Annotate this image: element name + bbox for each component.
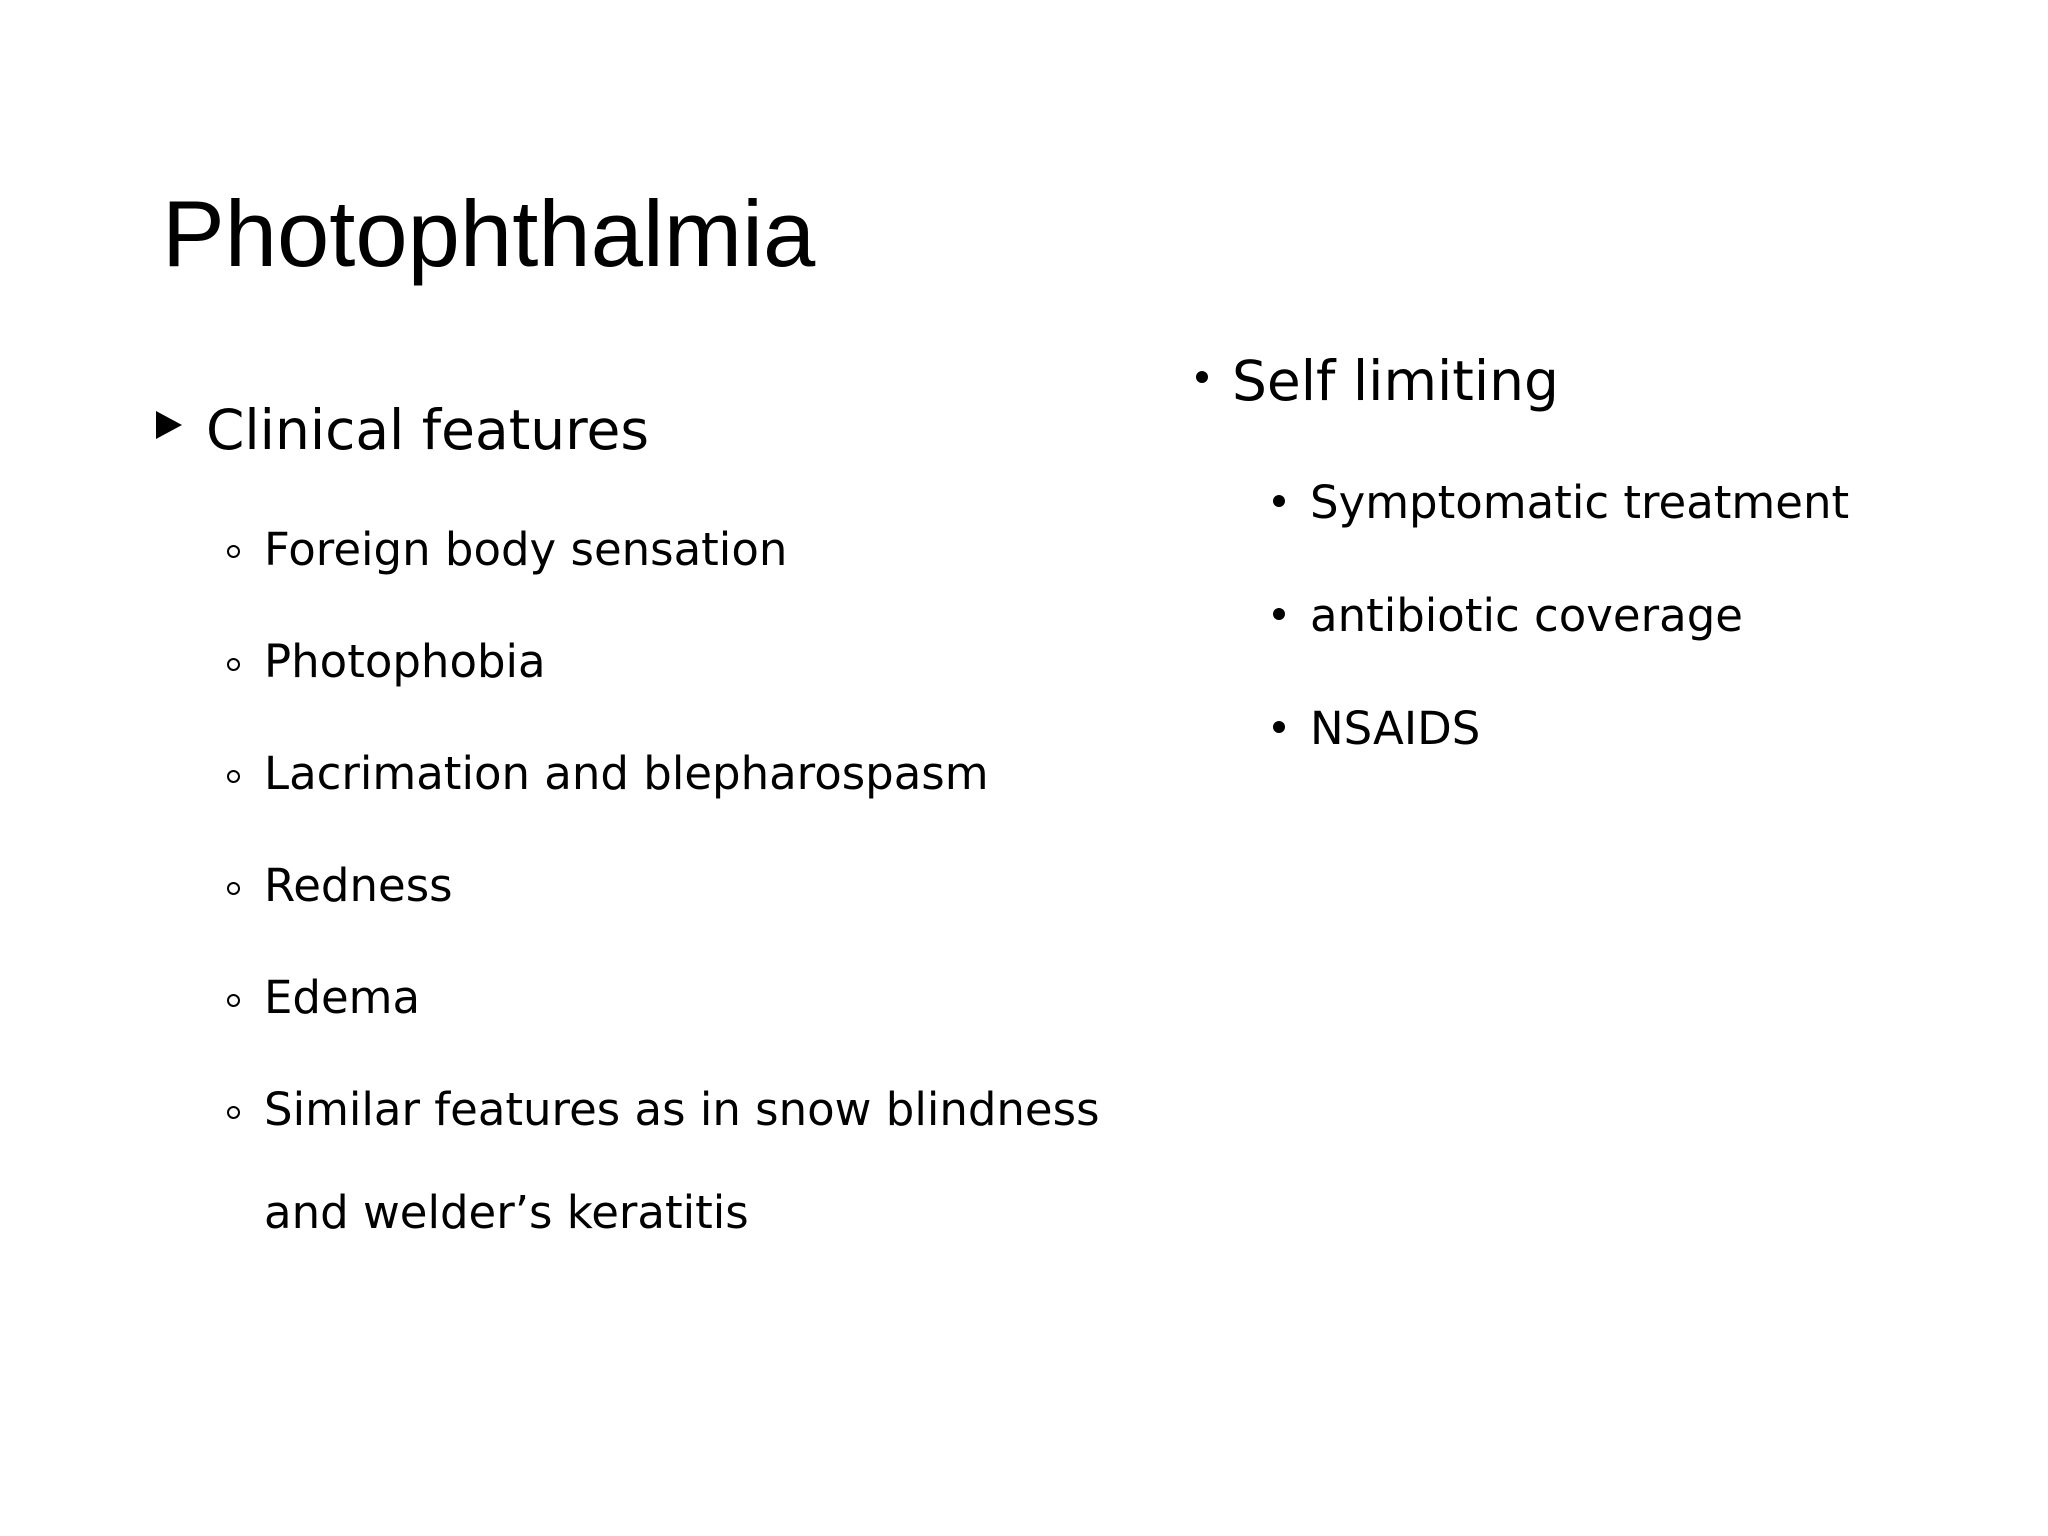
list-item: Lacrimation and blepharospasm xyxy=(264,747,989,800)
list-item: NSAIDS xyxy=(1310,702,1481,755)
list-item: Redness xyxy=(264,859,453,912)
filled-dot-bullet-icon xyxy=(1273,721,1285,733)
slide-title: Photophthalmia xyxy=(162,181,816,286)
list-item-continuation: and welder’s keratitis xyxy=(264,1186,749,1239)
triangle-bullet-icon xyxy=(156,411,182,439)
filled-dot-bullet-icon xyxy=(1273,495,1285,507)
self-limiting-heading: Self limiting xyxy=(1232,349,1559,413)
list-item: Photophobia xyxy=(264,635,546,688)
filled-dot-bullet-icon xyxy=(1196,371,1208,383)
hollow-circle-bullet-icon xyxy=(227,882,240,895)
hollow-circle-bullet-icon xyxy=(227,1106,240,1119)
list-item: Symptomatic treatment xyxy=(1310,476,1850,529)
list-item: Similar features as in snow blindness xyxy=(264,1083,1100,1136)
clinical-features-heading: Clinical features xyxy=(206,398,650,462)
hollow-circle-bullet-icon xyxy=(227,545,240,558)
list-item: antibiotic coverage xyxy=(1310,589,1743,642)
hollow-circle-bullet-icon xyxy=(227,770,240,783)
list-item: Foreign body sensation xyxy=(264,523,788,576)
filled-dot-bullet-icon xyxy=(1273,608,1285,620)
hollow-circle-bullet-icon xyxy=(227,658,240,671)
list-item: Edema xyxy=(264,971,421,1024)
hollow-circle-bullet-icon xyxy=(227,994,240,1007)
